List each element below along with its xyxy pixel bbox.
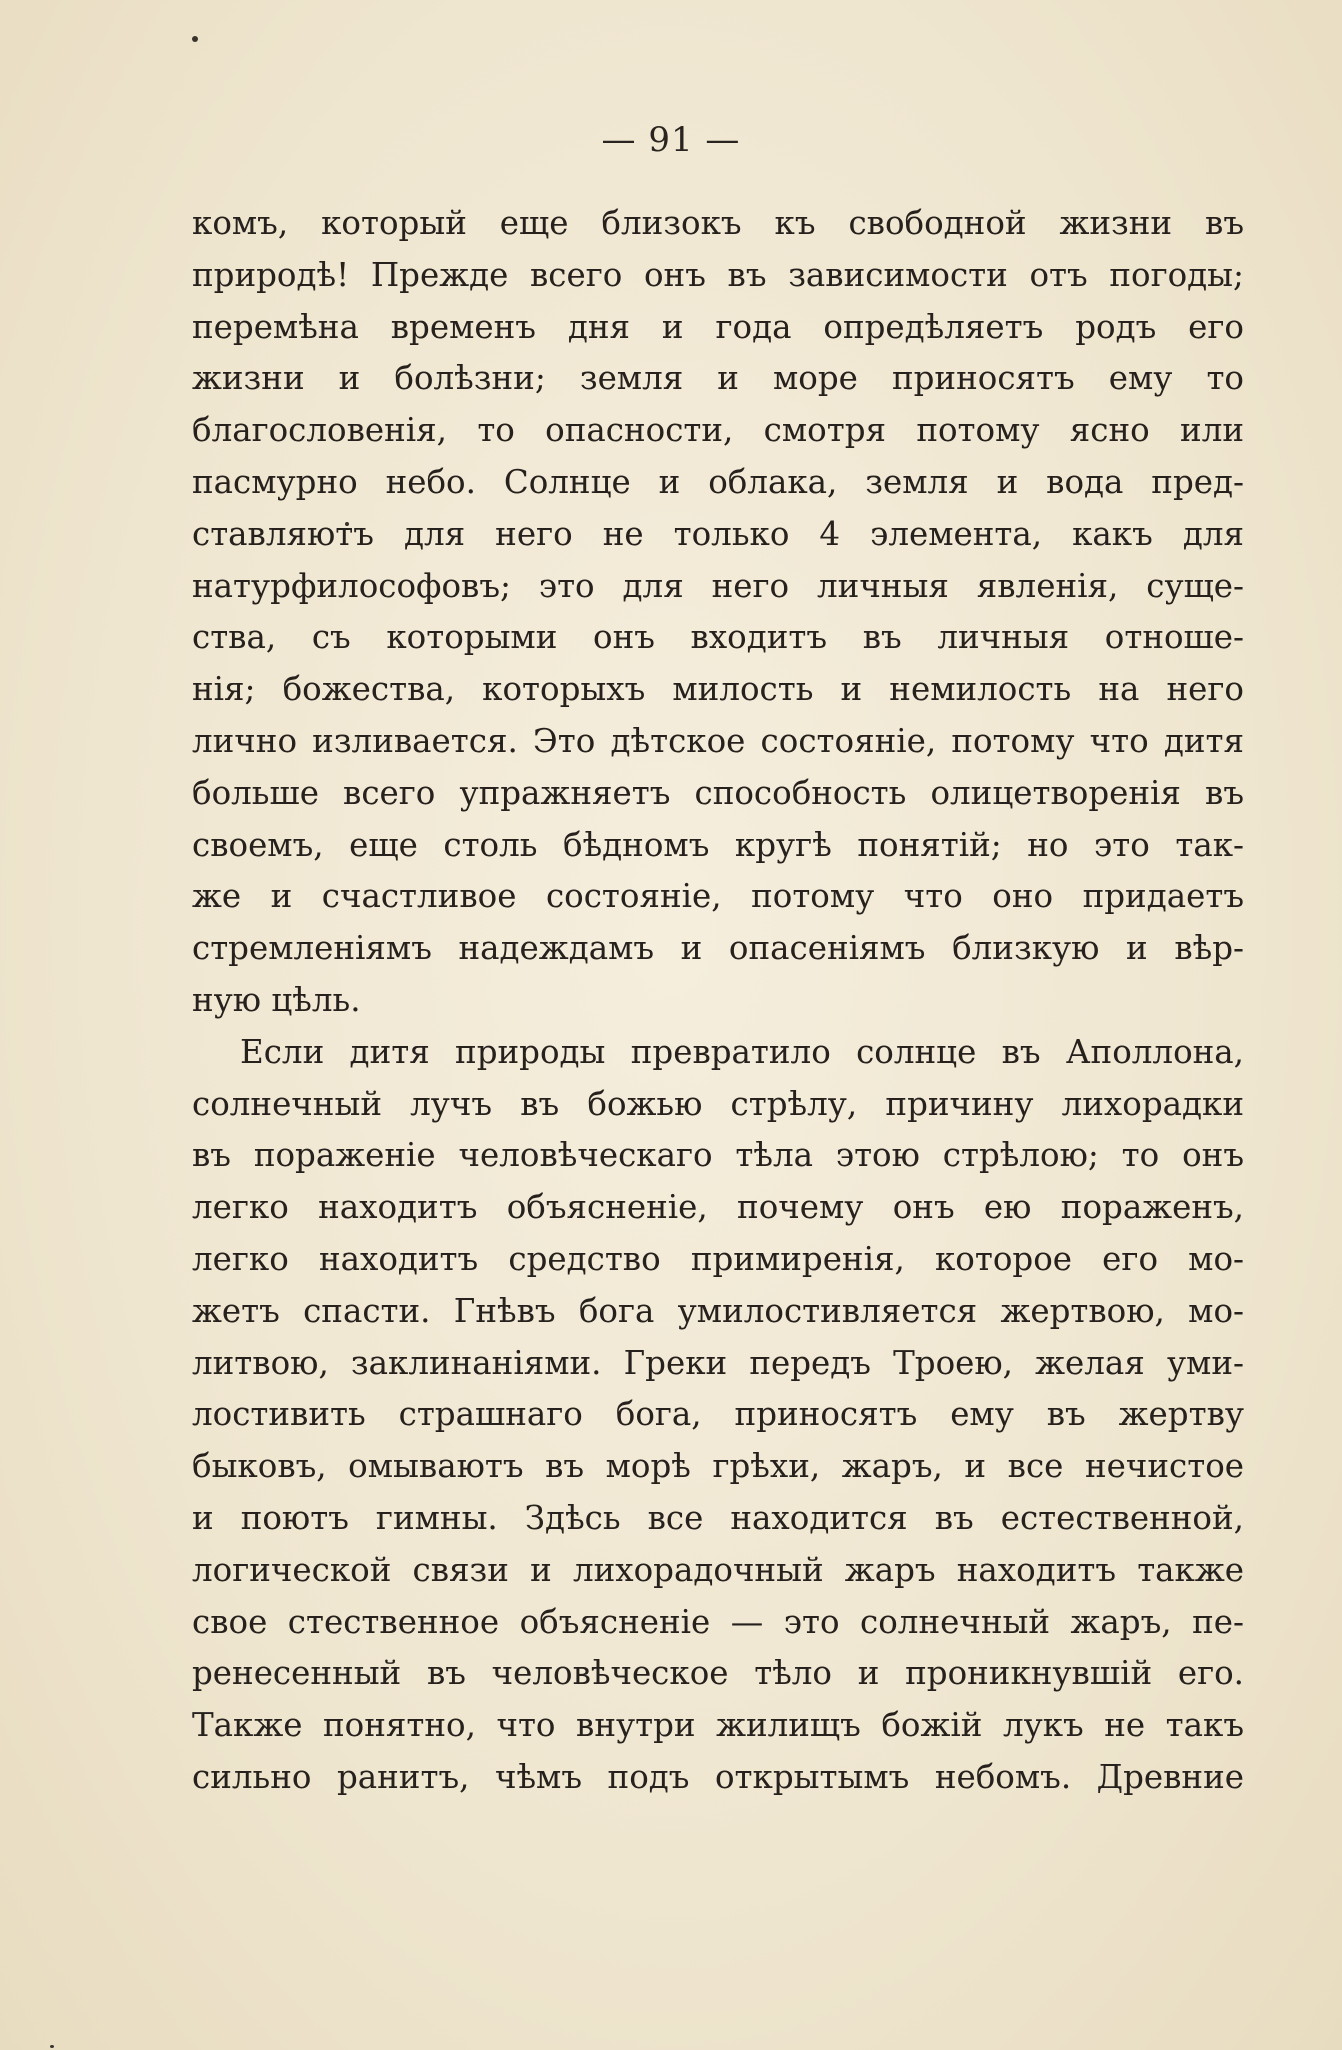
- text-line: ставляютъ для него не только 4 элемента, какъ для: [192, 514, 1244, 553]
- text-line: ства, съ которыми онъ входитъ въ личныя отноше-: [192, 618, 1244, 657]
- text-line: нія; божества, которыхъ милость и немилость на него: [192, 670, 1244, 709]
- paragraph: [192, 198, 1244, 1027]
- text-line: ную цѣль.: [192, 980, 361, 1019]
- text-line: быковъ, омываютъ въ морѣ грѣхи, жаръ, и все нечистое: [192, 1447, 1244, 1486]
- text-line: литвою, заклинаніями. Греки передъ Троею, желая уми-: [192, 1343, 1244, 1382]
- text-line: лично изливается. Это дѣтское состояніе, потому что дитя: [192, 721, 1244, 760]
- text-line: пасмурно небо. Солнце и облака, земля и вода пред-: [192, 462, 1244, 501]
- paragraph: [192, 1027, 1244, 1804]
- text-line: свое стественное объясненіе — это солнечный жаръ, пе-: [192, 1602, 1244, 1641]
- text-line: благословенія, то опасности, смотря потому ясно или: [192, 411, 1244, 450]
- text-line: больше всего упражняетъ способность олицетворенія въ: [192, 773, 1244, 812]
- text-line: легко находитъ средство примиренія, которое его мо-: [192, 1239, 1244, 1278]
- text-line: натурфилософовъ; это для него личныя явленія, суще-: [192, 566, 1244, 605]
- text-line: же и счастливое состояніе, потому что оно придаетъ: [192, 877, 1244, 916]
- text-line: логической связи и лихорадочный жаръ находитъ также: [192, 1550, 1244, 1589]
- text-line: и поютъ гимны. Здѣсь все находится въ естественной,: [192, 1498, 1244, 1537]
- ink-speck: [192, 36, 198, 42]
- ink-speck: [50, 2045, 54, 2048]
- text-line: легко находитъ объясненіе, почему онъ ею пораженъ,: [192, 1188, 1244, 1227]
- text-line: жизни и болѣзни; земля и море приносятъ ему то: [192, 359, 1244, 398]
- text-line: Если дитя природы превратило солнце въ Аполлона,: [240, 1032, 1244, 1071]
- text-line: природѣ! Прежде всего онъ въ зависимости отъ погоды;: [192, 255, 1244, 294]
- text-line: стремленіямъ надеждамъ и опасеніямъ близкую и вѣр-: [192, 929, 1244, 968]
- text-line: въ пораженіе человѣческаго тѣла этою стрѣлою; то онъ: [192, 1136, 1244, 1175]
- text-line: своемъ, еще столь бѣдномъ кругѣ понятій; но это так-: [192, 825, 1244, 864]
- page-number: — 91 —: [601, 120, 741, 160]
- text-line: Также понятно, что внутри жилищъ божій лукъ не такъ: [192, 1706, 1244, 1745]
- text-line: ренесенный въ человѣческое тѣло и проникнувшій его.: [192, 1654, 1244, 1693]
- text-line: комъ, который еще близокъ къ свободной жизни въ: [192, 204, 1244, 242]
- text-line: сильно ранитъ, чѣмъ подъ открытымъ небомъ. Древние: [192, 1757, 1244, 1796]
- text-line: жетъ спасти. Гнѣвъ бога умилостивляется жертвою, мо-: [192, 1291, 1244, 1330]
- text-line: солнечный лучъ въ божью стрѣлу, причину лихорадки: [192, 1084, 1244, 1123]
- body-text: [192, 198, 1244, 1804]
- text-line: перемѣна временъ дня и года опредѣляетъ родъ его: [192, 307, 1244, 346]
- text-line: лостивить страшнаго бога, приносятъ ему въ жертву: [192, 1395, 1244, 1434]
